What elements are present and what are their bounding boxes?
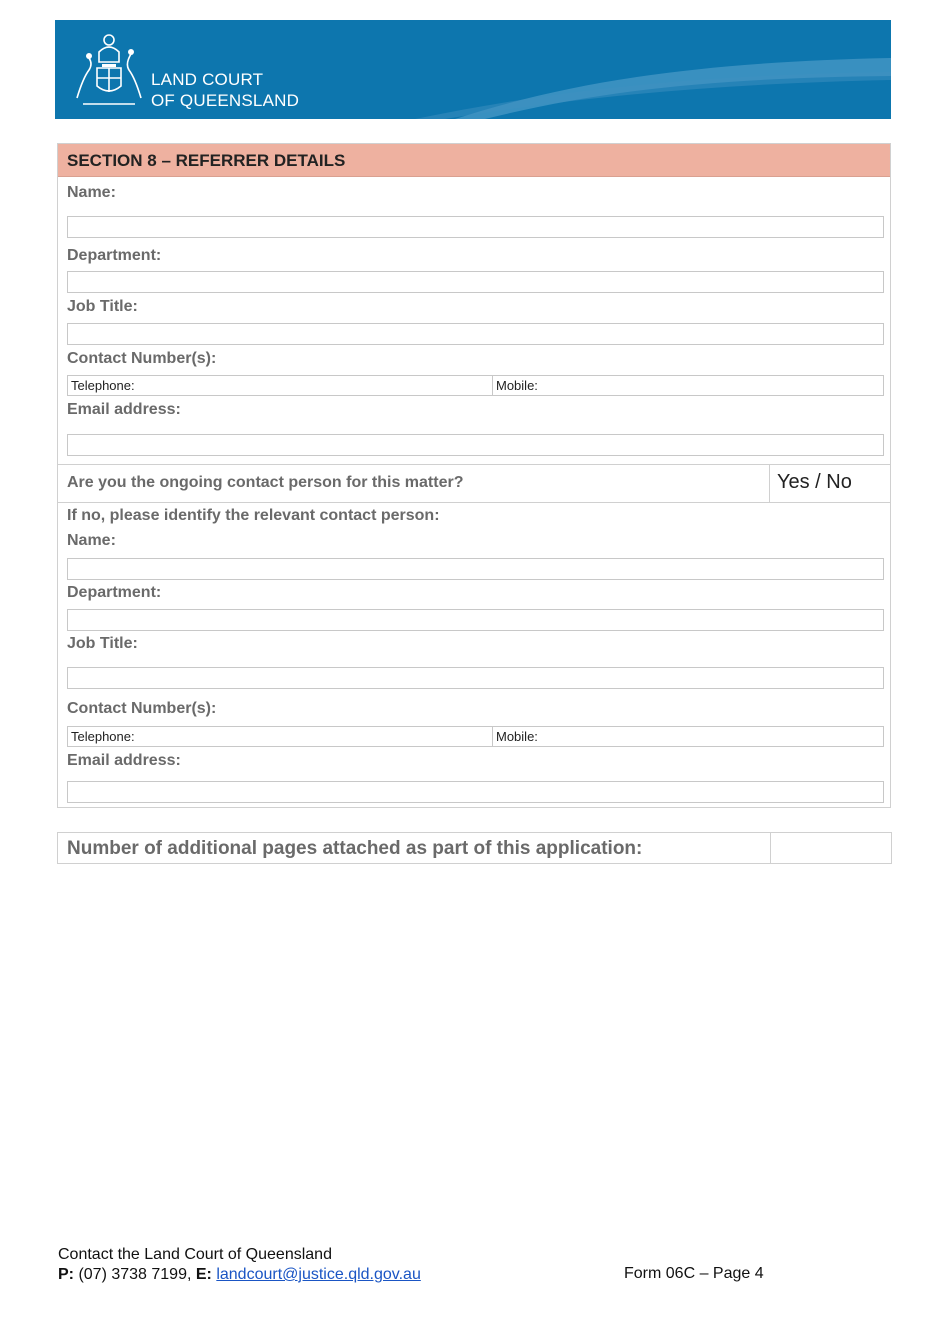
alt-name-field[interactable] [67, 558, 884, 580]
name-field[interactable] [67, 216, 884, 238]
email-link[interactable]: landcourt@justice.qld.gov.au [216, 1266, 421, 1283]
alt-job-title-field[interactable] [67, 667, 884, 689]
alt-name-label: Name: [67, 532, 116, 549]
mobile-label: Mobile: [496, 378, 538, 393]
header-banner [55, 20, 891, 119]
divider [58, 464, 890, 465]
ongoing-contact-yes-no[interactable]: Yes / No [777, 471, 852, 493]
additional-pages-label: Number of additional pages attached as part of this application: [67, 838, 643, 859]
additional-pages-field[interactable] [770, 833, 890, 863]
alt-job-title-label: Job Title: [67, 635, 138, 652]
phone-number: (07) 3738 7199, [74, 1266, 196, 1283]
form-page-number: Form 06C – Page 4 [624, 1265, 764, 1282]
divider [769, 464, 770, 502]
alt-email-field[interactable] [67, 781, 884, 803]
contact-numbers-row [67, 375, 884, 396]
phone-prefix: P: [58, 1266, 74, 1283]
alt-department-field[interactable] [67, 609, 884, 631]
logo-line-1: LAND COURT [151, 70, 264, 89]
section-8-title: SECTION 8 – REFERRER DETAILS [67, 151, 346, 170]
telephone-field[interactable] [68, 376, 493, 395]
footer-contact [58, 1245, 421, 1285]
section-8-header [58, 144, 890, 177]
mobile-field[interactable] [493, 376, 883, 395]
alt-department-label: Department: [67, 584, 162, 601]
name-label: Name: [67, 184, 116, 201]
email-field[interactable] [67, 434, 884, 456]
alt-contact-intro: If no, please identify the relevant contact person: [67, 507, 440, 524]
additional-pages-row [57, 832, 892, 864]
alt-telephone-label: Telephone: [71, 729, 135, 744]
department-label: Department: [67, 247, 162, 264]
contact-numbers-label: Contact Number(s): [67, 350, 217, 367]
footer-contact-line: Contact the Land Court of Queensland [58, 1246, 332, 1263]
ongoing-contact-question: Are you the ongoing contact person for this matter? [67, 474, 464, 491]
email-label: Email address: [67, 401, 181, 418]
alt-contact-numbers-label: Contact Number(s): [67, 700, 217, 717]
job-title-field[interactable] [67, 323, 884, 345]
department-field[interactable] [67, 271, 884, 293]
divider [58, 502, 890, 503]
job-title-label: Job Title: [67, 298, 138, 315]
email-prefix: E: [195, 1266, 212, 1283]
telephone-label: Telephone: [71, 378, 135, 393]
alt-mobile-field[interactable] [493, 727, 883, 746]
footer-phone-email-line [58, 1265, 421, 1285]
alt-mobile-label: Mobile: [496, 729, 538, 744]
coat-of-arms-icon [69, 28, 149, 108]
logo-line-2: OF QUEENSLAND [151, 91, 300, 110]
alt-email-label: Email address: [67, 752, 181, 769]
section-8-referrer-details [57, 143, 891, 808]
alt-contact-numbers-row [67, 726, 884, 747]
alt-telephone-field[interactable] [68, 727, 493, 746]
logo-text [151, 69, 299, 111]
